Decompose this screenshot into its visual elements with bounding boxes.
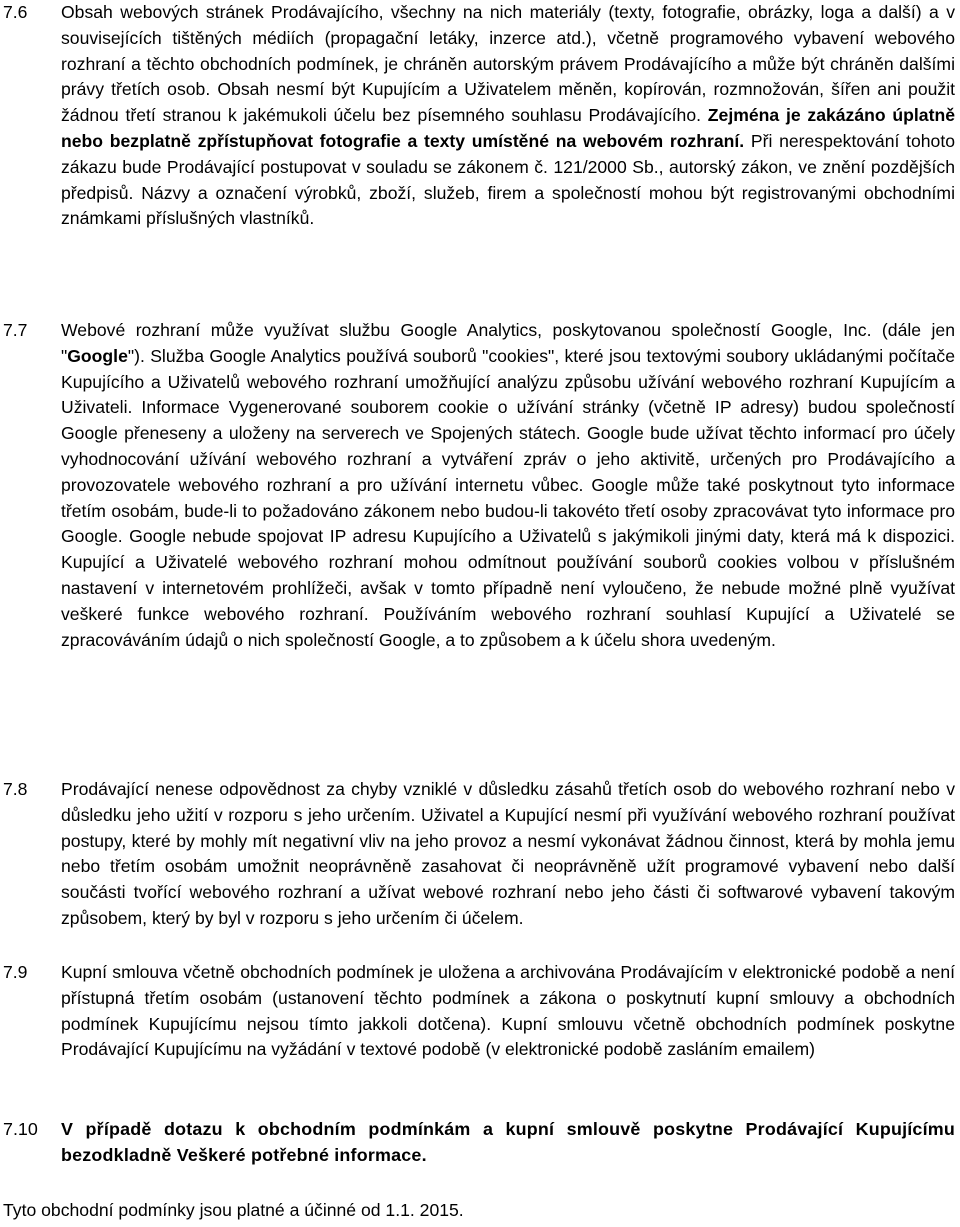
clause-text (61, 0, 955, 232)
clause-number: 7.6 (3, 2, 28, 22)
clause-text-bold: Google (67, 345, 128, 366)
clause-number: 7.7 (3, 320, 28, 340)
clause-text-part: Při nerespektování tohoto zákazu bude Prodávající postupovat v souladu se zákonem č. 121/2000 Sb., autorský zákon, ve znění pozdějších předpisů. Názvy a označení výrobků, zboží, služeb, firem a společností mohou být registrovanými obchodními známkami příslušných vlastníků. (61, 130, 955, 229)
clause-text-part: "). Služba Google Analytics používá souborů "cookies", které jsou textovými soubory ukládanými počítače Kupujícího a Uživatelů webového rozhraní umožňující analýzu způsobu užívání webového rozhraní Kupujícím a Uživateli. Informace Vygenerované souborem cookie o užívání stránky (včetně IP adresy) budou společností Google přeneseny a uloženy na serverech ve Spojených státech. Google bude užívat těchto informací pro účely vyhodnocování užívání webového rozhraní a vytváření zpráv o jeho aktivitě, určených pro Prodávajícího a provozovatele webového rozhraní a pro užívání internetu vůbec. Google může také poskytnout tyto informace třetím osobám, bude-li to požadováno zákonem nebo budou-li takovéto třetí osoby zpracovávat tyto informace pro Google. Google nebude spojovat IP adresu Kupujícího a Uživatelů s jakýmikoli jinými daty, která má k dispozici. Kupující a Uživatelé webového rozhraní mohou odmítnout používání souborů cookies volbou v příslušném nastavení v internetovém prohlížeči, avšak v tomto případně není vyloučeno, že nebude možné plně využívat veškeré funkce webového rozhraní. Používáním webového rozhraní souhlasí Kupující a Uživatelé se zpracováváním údajů o nich společností Google, a to způsobem a k účelu shora uvedeným. (61, 345, 955, 650)
clause-text: V případě dotazu k obchodním podmínkám a kupní smlouvě poskytne Prodávající Kupujícímu bezodkladně Veškeré potřebné informace. (61, 1119, 955, 1165)
clause-7-8 (0, 777, 955, 932)
clause-text-part: Obsah webových stránek Prodávajícího, všechny na nich materiály (texty, fotografie, obrázky, loga a další) a v souvisejících tištěných médiích (propagační letáky, inzerce atd.), včetně programového vybavení webového rozhraní a těchto obchodních podmínek, je chráněn autorským právem Prodávajícího a může být chráněn dalšími právy třetích osob. Obsah nesmí být Kupujícím a Uživatelem měněn, kopírován, rozmnožován, šířen ani použit žádnou třetí stranou k jakémukoli účelu bez písemného souhlasu Prodávajícího. (61, 2, 955, 126)
clause-number: 7.8 (3, 779, 28, 799)
validity-statement: Tyto obchodní podmínky jsou platné a účinné od 1.1. 2015. (3, 1200, 464, 1220)
clause-text (61, 318, 955, 653)
clause-7-6 (0, 0, 955, 232)
clause-number: 7.10 (3, 1119, 38, 1139)
clause-7-7 (0, 318, 955, 653)
clause-7-10 (0, 1117, 955, 1169)
clause-text: Kupní smlouva včetně obchodních podmínek je uložena a archivována Prodávajícím v elektronické podobě a není přístupná třetím osobám (ustanovení těchto podmínek a zákona o poskytnutí kupní smlouvy a obchodních podmínek Kupujícímu nejsou tímto jakkoli dotčena). Kupní smlouvu včetně obchodních podmínek poskytne Prodávající Kupujícímu na vyžádání v textové podobě (v elektronické podobě zasláním emailem) (61, 962, 955, 1060)
clause-number: 7.9 (3, 962, 28, 982)
clause-7-9 (0, 960, 955, 1063)
clause-text-part: Webové rozhraní může využívat službu Google Analytics, poskytovanou společností Google, Inc. (dále jen " (61, 320, 955, 366)
clause-text-bold: Zejména je zakázáno úplatně nebo bezplatně zpřístupňovat fotografie a texty umístěné na webovém rozhraní. (61, 105, 955, 151)
clause-text: Prodávající nenese odpovědnost za chyby vzniklé v důsledku zásahů třetích osob do webového rozhraní nebo v důsledku jeho užití v rozporu s jeho určením. Uživatel a Kupující nesmí při využívání webového rozhraní používat postupy, které by mohly mít negativní vliv na jeho provoz a nesmí vykonávat žádnou činnost, která by mohla jemu nebo třetím osobám umožnit neoprávněně zasahovat či neoprávněně užít programové vybavení nebo další součásti tvořící webového rozhraní a užívat webové rozhraní nebo jeho části či softwarové vybavení takovým způsobem, který by byl v rozporu s jeho určením či účelem. (61, 779, 955, 928)
